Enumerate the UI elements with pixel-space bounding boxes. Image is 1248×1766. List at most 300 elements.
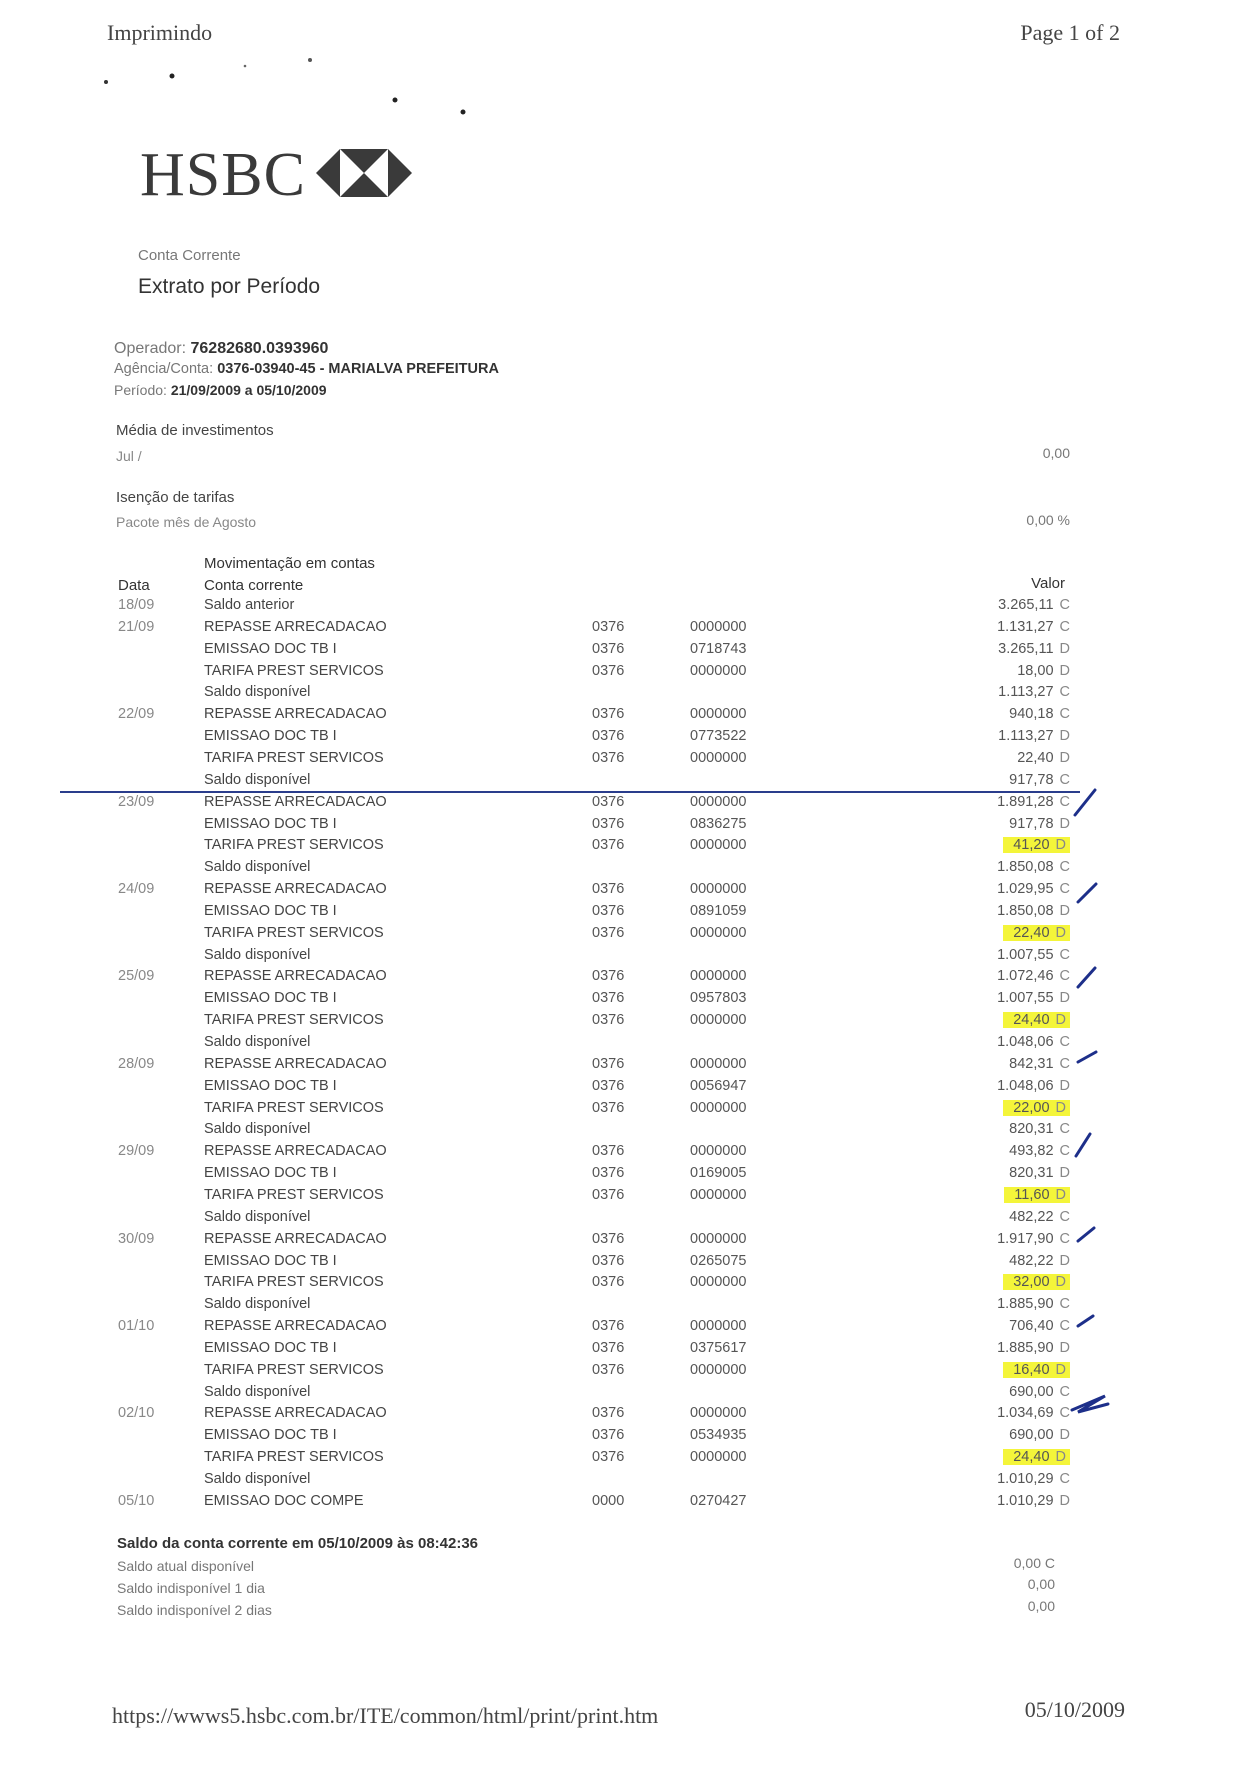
row-amount: 1.007,55: [997, 990, 1054, 1007]
row-value: [997, 1471, 1070, 1487]
table-row: [0, 750, 1248, 772]
row-document: 0000000: [690, 793, 747, 810]
row-amount: 493,82: [1009, 1143, 1054, 1160]
row-description: REPASSE ARRECADACAO: [204, 1405, 387, 1422]
row-value: [1009, 1318, 1070, 1334]
table-row: [0, 1384, 1248, 1406]
row-date: 05/10: [118, 1492, 155, 1509]
row-agency: 0376: [592, 1099, 625, 1116]
row-debit-credit: C: [1059, 881, 1070, 898]
row-debit-credit: C: [1059, 946, 1070, 963]
table-row: [0, 903, 1248, 925]
row-document: 0000000: [690, 881, 747, 898]
page-title: Extrato por Período: [138, 275, 321, 298]
row-description: TARIFA PREST SERVICOS: [204, 1012, 384, 1029]
row-description: Saldo disponível: [204, 859, 311, 876]
row-document: 0169005: [690, 1165, 747, 1182]
investments-label: Jul /: [116, 448, 142, 464]
row-date: 23/09: [118, 793, 155, 810]
table-row: [0, 706, 1248, 728]
row-agency: 0376: [592, 924, 625, 941]
row-value: [1009, 1165, 1070, 1181]
row-debit-credit: C: [1059, 1383, 1070, 1400]
row-amount: 482,22: [1009, 1208, 1054, 1225]
row-description: TARIFA PREST SERVICOS: [204, 749, 384, 766]
table-row: [0, 1165, 1248, 1187]
table-row: [0, 1253, 1248, 1275]
row-value: [997, 619, 1070, 635]
row-description: EMISSAO DOC COMPE: [204, 1492, 364, 1509]
table-row: [0, 1231, 1248, 1253]
row-agency: 0376: [592, 1339, 625, 1356]
row-value: [1009, 1253, 1070, 1269]
row-amount: 3.265,11: [998, 597, 1054, 613]
row-document: 0534935: [690, 1427, 747, 1444]
table-row: [0, 619, 1248, 641]
row-amount: 1.072,46: [997, 968, 1054, 985]
row-date: 25/09: [118, 968, 155, 985]
table-row: [0, 859, 1248, 881]
row-amount: 24,40: [1013, 1449, 1050, 1466]
row-document: 0000000: [690, 1274, 747, 1291]
row-document: 0000000: [690, 1449, 747, 1466]
row-amount: 820,31: [1009, 1165, 1054, 1182]
row-debit-credit: C: [1059, 1230, 1070, 1247]
row-debit-credit: C: [1059, 1471, 1070, 1487]
row-date: 18/09: [118, 597, 155, 613]
print-footer-date: 05/10/2009: [1024, 1697, 1125, 1722]
row-amount: 1.885,90: [997, 1296, 1054, 1313]
row-document: 0773522: [690, 728, 747, 745]
col-header-value: Valor: [1031, 575, 1065, 592]
table-row: [0, 794, 1248, 816]
row-date: 01/10: [118, 1318, 155, 1335]
table-row: [0, 641, 1248, 663]
row-description: REPASSE ARRECADACAO: [204, 1230, 387, 1247]
row-description: Saldo disponível: [204, 684, 311, 701]
row-debit-credit: D: [1059, 1077, 1070, 1094]
row-value: [1003, 1449, 1070, 1465]
row-date: 02/10: [118, 1405, 155, 1422]
row-value: [998, 728, 1070, 744]
row-amount: 1.850,08: [997, 859, 1054, 876]
row-debit-credit: C: [1059, 618, 1070, 635]
table-row: [0, 1100, 1248, 1122]
row-value: [997, 859, 1070, 875]
row-amount: 1.113,27: [998, 728, 1054, 745]
row-document: 0265075: [690, 1252, 747, 1269]
row-debit-credit: C: [1059, 1405, 1070, 1422]
table-row: [0, 881, 1248, 903]
row-amount: 11,60: [1014, 1186, 1050, 1203]
row-agency: 0376: [592, 1427, 625, 1444]
row-amount: 1.048,06: [997, 1034, 1054, 1050]
row-date: 29/09: [118, 1143, 155, 1160]
row-value: [1009, 772, 1070, 788]
balance-title: Saldo da conta corrente em 05/10/2009 às 08:42:36: [117, 1535, 479, 1552]
row-value: [997, 1340, 1070, 1356]
row-description: REPASSE ARRECADACAO: [204, 881, 387, 898]
table-row: [0, 1012, 1248, 1034]
row-value: [1009, 706, 1070, 722]
print-header-title: Imprimindo: [107, 20, 213, 45]
row-description: EMISSAO DOC TB I: [204, 728, 337, 745]
row-debit-credit: D: [1055, 924, 1066, 941]
row-agency: 0376: [592, 837, 625, 854]
row-value: [1009, 1427, 1070, 1443]
row-amount: 1.891,28: [997, 793, 1054, 810]
row-amount: 1.034,69: [997, 1405, 1054, 1422]
row-amount: 690,00: [1009, 1383, 1054, 1400]
row-agency: 0376: [592, 1318, 625, 1335]
col-header-account: Conta corrente: [204, 577, 304, 594]
row-value: [1009, 1384, 1070, 1400]
table-row: [0, 597, 1248, 619]
table-row: [0, 1405, 1248, 1427]
row-agency: 0376: [592, 662, 625, 679]
row-date: 28/09: [118, 1055, 155, 1072]
row-agency: 0376: [592, 749, 625, 766]
row-description: Saldo disponível: [204, 1208, 311, 1225]
row-value: [997, 1493, 1070, 1509]
row-debit-credit: D: [1059, 749, 1070, 766]
table-row: [0, 1121, 1248, 1143]
row-description: REPASSE ARRECADACAO: [204, 618, 387, 635]
table-row: [0, 1209, 1248, 1231]
row-document: 0375617: [690, 1339, 747, 1356]
period-value: 21/09/2009 a 05/10/2009: [170, 382, 327, 398]
operator-line: [114, 340, 328, 358]
row-debit-credit: D: [1055, 1449, 1066, 1466]
table-row: [0, 1471, 1248, 1493]
row-value: [997, 903, 1070, 919]
row-description: Saldo disponível: [204, 1034, 311, 1050]
row-value: [997, 968, 1070, 984]
row-value: [997, 990, 1070, 1006]
row-amount: 482,22: [1009, 1252, 1054, 1269]
table-row: [0, 816, 1248, 838]
row-description: TARIFA PREST SERVICOS: [204, 837, 384, 854]
row-value: [997, 1078, 1070, 1094]
row-date: 21/09: [118, 618, 155, 635]
fees-title: Isenção de tarifas: [116, 489, 235, 506]
row-debit-credit: D: [1059, 640, 1070, 657]
table-row: [0, 1274, 1248, 1296]
movements-section-title: Movimentação em contas: [204, 555, 375, 572]
col-header-date: Data: [118, 577, 150, 594]
table-row: [0, 1427, 1248, 1449]
table-row: [0, 1493, 1248, 1515]
table-row: [0, 1143, 1248, 1165]
row-amount: 3.265,11: [998, 640, 1054, 657]
row-amount: 18,00: [1017, 662, 1054, 679]
row-debit-credit: C: [1059, 1055, 1070, 1072]
row-agency: 0000: [592, 1492, 625, 1509]
logo-text: HSBC: [140, 141, 306, 209]
table-row: [0, 837, 1248, 859]
row-debit-credit: D: [1055, 1274, 1066, 1291]
period-line: [114, 382, 327, 398]
table-row: [0, 947, 1248, 969]
row-debit-credit: D: [1059, 728, 1070, 745]
row-value: [997, 1296, 1070, 1312]
table-row: [0, 1056, 1248, 1078]
row-date: 30/09: [118, 1230, 155, 1247]
row-amount: 940,18: [1009, 706, 1054, 723]
row-debit-credit: D: [1059, 1427, 1070, 1444]
table-row: [0, 990, 1248, 1012]
row-value: [997, 794, 1070, 810]
row-document: 0000000: [690, 924, 747, 941]
operator-value: 76282680.0393960: [190, 340, 329, 357]
row-debit-credit: D: [1055, 1012, 1066, 1029]
row-value: [1009, 816, 1070, 832]
row-description: EMISSAO DOC TB I: [204, 640, 337, 657]
row-document: 0000000: [690, 1012, 747, 1029]
row-amount: 1.048,06: [997, 1077, 1054, 1094]
row-amount: 1.131,27: [997, 618, 1054, 635]
row-agency: 0376: [592, 793, 625, 810]
row-amount: 32,00: [1013, 1274, 1050, 1291]
row-debit-credit: C: [1059, 1143, 1070, 1160]
row-value: [1009, 1209, 1070, 1225]
row-description: REPASSE ARRECADACAO: [204, 1318, 387, 1335]
row-agency: 0376: [592, 881, 625, 898]
row-document: 0000000: [690, 1230, 747, 1247]
balance-available-label: Saldo atual disponível: [117, 1558, 254, 1574]
investments-title: Média de investimentos: [116, 422, 274, 439]
row-amount: 820,31: [1009, 1121, 1054, 1138]
row-debit-credit: D: [1059, 815, 1070, 832]
row-description: Saldo disponível: [204, 1296, 311, 1313]
row-debit-credit: D: [1059, 1165, 1070, 1182]
row-description: TARIFA PREST SERVICOS: [204, 1186, 384, 1203]
row-amount: 24,40: [1013, 1012, 1050, 1029]
row-debit-credit: C: [1059, 1208, 1070, 1225]
row-document: 0000000: [690, 662, 747, 679]
row-value: [1003, 1274, 1070, 1290]
row-amount: 706,40: [1009, 1318, 1054, 1335]
print-page-number: Page 1 of 2: [1020, 20, 1120, 45]
fees-value: 0,00 %: [1026, 512, 1070, 528]
row-document: 0000000: [690, 749, 747, 766]
balance-1day-label: Saldo indisponível 1 dia: [117, 1580, 265, 1596]
row-value: [997, 947, 1070, 963]
table-row: [0, 925, 1248, 947]
row-value: [1003, 1012, 1070, 1028]
row-debit-credit: C: [1059, 968, 1070, 985]
row-description: TARIFA PREST SERVICOS: [204, 1099, 384, 1116]
row-amount: 1.029,95: [997, 881, 1054, 898]
table-row: [0, 1187, 1248, 1209]
row-agency: 0376: [592, 1055, 625, 1072]
table-row: [0, 728, 1248, 750]
row-debit-credit: C: [1059, 684, 1070, 701]
row-value: [1003, 1362, 1070, 1378]
table-row: [0, 968, 1248, 990]
row-description: REPASSE ARRECADACAO: [204, 1055, 387, 1072]
row-document: 0836275: [690, 815, 747, 832]
row-document: 0000000: [690, 1099, 747, 1116]
row-agency: 0376: [592, 1361, 625, 1378]
row-description: EMISSAO DOC TB I: [204, 1077, 337, 1094]
row-agency: 0376: [592, 618, 625, 635]
row-amount: 1.007,55: [997, 946, 1054, 963]
row-value: [997, 1405, 1070, 1421]
row-amount: 690,00: [1009, 1427, 1054, 1444]
row-description: EMISSAO DOC TB I: [204, 1252, 337, 1269]
row-amount: 41,20: [1013, 837, 1050, 854]
row-agency: 0376: [592, 1252, 625, 1269]
row-agency: 0376: [592, 1274, 625, 1291]
row-value: [1009, 1121, 1070, 1137]
row-document: 0270427: [690, 1492, 747, 1509]
row-document: 0000000: [690, 1405, 747, 1422]
row-document: 0891059: [690, 902, 747, 919]
fees-label: Pacote mês de Agosto: [116, 514, 257, 530]
row-document: 0000000: [690, 1318, 747, 1335]
row-value: [1003, 925, 1070, 941]
row-date: 24/09: [118, 881, 155, 898]
row-amount: 1.917,90: [997, 1230, 1054, 1247]
account-value: 0376-03940-45 - MARIALVA PREFEITURA: [217, 361, 499, 377]
row-debit-credit: D: [1059, 662, 1070, 679]
table-row: [0, 684, 1248, 706]
handwritten-underline: [60, 791, 1080, 793]
row-debit-credit: C: [1059, 1034, 1070, 1050]
hsbc-logo: [140, 140, 412, 211]
investments-value: 0,00: [1042, 445, 1070, 461]
row-document: 0957803: [690, 990, 747, 1007]
row-debit-credit: C: [1059, 706, 1070, 723]
account-type: Conta Corrente: [138, 247, 241, 264]
row-debit-credit: D: [1059, 1339, 1070, 1356]
row-amount: 917,78: [1009, 771, 1054, 788]
table-row: [0, 1362, 1248, 1384]
balance-available-value: 0,00 C: [1013, 1555, 1055, 1571]
row-amount: 1.885,90: [997, 1339, 1054, 1356]
row-value: [998, 597, 1070, 613]
row-document: 0718743: [690, 640, 747, 657]
row-value: [1004, 1187, 1070, 1203]
row-amount: 16,40: [1013, 1361, 1050, 1378]
row-value: [997, 1231, 1070, 1247]
row-document: 0000000: [690, 1143, 747, 1160]
table-row: [0, 663, 1248, 685]
row-amount: 1.010,29: [997, 1471, 1054, 1487]
row-agency: 0376: [592, 968, 625, 985]
row-description: REPASSE ARRECADACAO: [204, 706, 387, 723]
row-description: REPASSE ARRECADACAO: [204, 1143, 387, 1160]
row-value: [1017, 750, 1070, 766]
row-document: 0000000: [690, 837, 747, 854]
row-description: EMISSAO DOC TB I: [204, 990, 337, 1007]
row-debit-credit: C: [1059, 793, 1070, 810]
row-agency: 0376: [592, 1230, 625, 1247]
row-document: 0056947: [690, 1077, 747, 1094]
row-agency: 0376: [592, 1165, 625, 1182]
row-debit-credit: D: [1059, 902, 1070, 919]
row-description: EMISSAO DOC TB I: [204, 1339, 337, 1356]
row-agency: 0376: [592, 1077, 625, 1094]
row-value: [1009, 1143, 1070, 1159]
row-agency: 0376: [592, 1012, 625, 1029]
row-document: 0000000: [690, 1186, 747, 1203]
row-agency: 0376: [592, 1405, 625, 1422]
row-description: Saldo anterior: [204, 597, 295, 613]
table-row: [0, 1318, 1248, 1340]
row-description: TARIFA PREST SERVICOS: [204, 1449, 384, 1466]
row-value: [1003, 1100, 1070, 1116]
row-amount: 22,40: [1013, 924, 1050, 941]
row-description: Saldo disponível: [204, 771, 311, 788]
row-debit-credit: C: [1059, 859, 1070, 876]
row-amount: 842,31: [1009, 1055, 1054, 1072]
row-debit-credit: C: [1059, 1318, 1070, 1335]
period-label: Período:: [114, 382, 167, 398]
row-debit-credit: C: [1059, 1296, 1070, 1313]
row-description: EMISSAO DOC TB I: [204, 902, 337, 919]
row-amount: 1.850,08: [997, 902, 1054, 919]
row-agency: 0376: [592, 1449, 625, 1466]
row-amount: 22,00: [1013, 1099, 1050, 1116]
row-description: Saldo disponível: [204, 1121, 311, 1138]
row-agency: 0376: [592, 640, 625, 657]
row-debit-credit: C: [1059, 597, 1070, 613]
row-description: TARIFA PREST SERVICOS: [204, 1274, 384, 1291]
row-value: [998, 684, 1070, 700]
row-debit-credit: D: [1055, 1099, 1066, 1116]
row-value: [1003, 837, 1070, 853]
row-value: [997, 1034, 1070, 1050]
row-amount: 22,40: [1017, 749, 1054, 766]
row-amount: 917,78: [1009, 815, 1054, 832]
row-document: 0000000: [690, 1055, 747, 1072]
row-description: REPASSE ARRECADACAO: [204, 968, 387, 985]
row-agency: 0376: [592, 990, 625, 1007]
row-document: 0000000: [690, 706, 747, 723]
row-agency: 0376: [592, 1186, 625, 1203]
row-debit-credit: C: [1059, 1121, 1070, 1138]
balance-2day-label: Saldo indisponível 2 dias: [117, 1602, 272, 1618]
operator-label: Operador:: [114, 340, 187, 357]
row-amount: 1.113,27: [998, 684, 1054, 701]
row-document: 0000000: [690, 968, 747, 985]
hsbc-hexagon-logo-icon: [316, 149, 412, 202]
row-debit-credit: C: [1059, 771, 1070, 788]
row-agency: 0376: [592, 815, 625, 832]
row-date: 22/09: [118, 706, 155, 723]
table-row: [0, 1296, 1248, 1318]
account-line: [114, 361, 499, 377]
balance-2day-value: 0,00: [1027, 1598, 1055, 1614]
row-agency: 0376: [592, 728, 625, 745]
row-agency: 0376: [592, 902, 625, 919]
row-description: Saldo disponível: [204, 1471, 311, 1487]
row-description: EMISSAO DOC TB I: [204, 815, 337, 832]
row-value: [997, 881, 1070, 897]
row-document: 0000000: [690, 618, 747, 635]
row-description: TARIFA PREST SERVICOS: [204, 1361, 384, 1378]
row-description: TARIFA PREST SERVICOS: [204, 662, 384, 679]
row-description: EMISSAO DOC TB I: [204, 1165, 337, 1182]
account-label: Agência/Conta:: [114, 361, 214, 377]
row-debit-credit: D: [1059, 1492, 1070, 1509]
row-description: Saldo disponível: [204, 1383, 311, 1400]
table-row: [0, 1449, 1248, 1471]
row-debit-credit: D: [1055, 837, 1066, 854]
row-description: REPASSE ARRECADACAO: [204, 793, 387, 810]
